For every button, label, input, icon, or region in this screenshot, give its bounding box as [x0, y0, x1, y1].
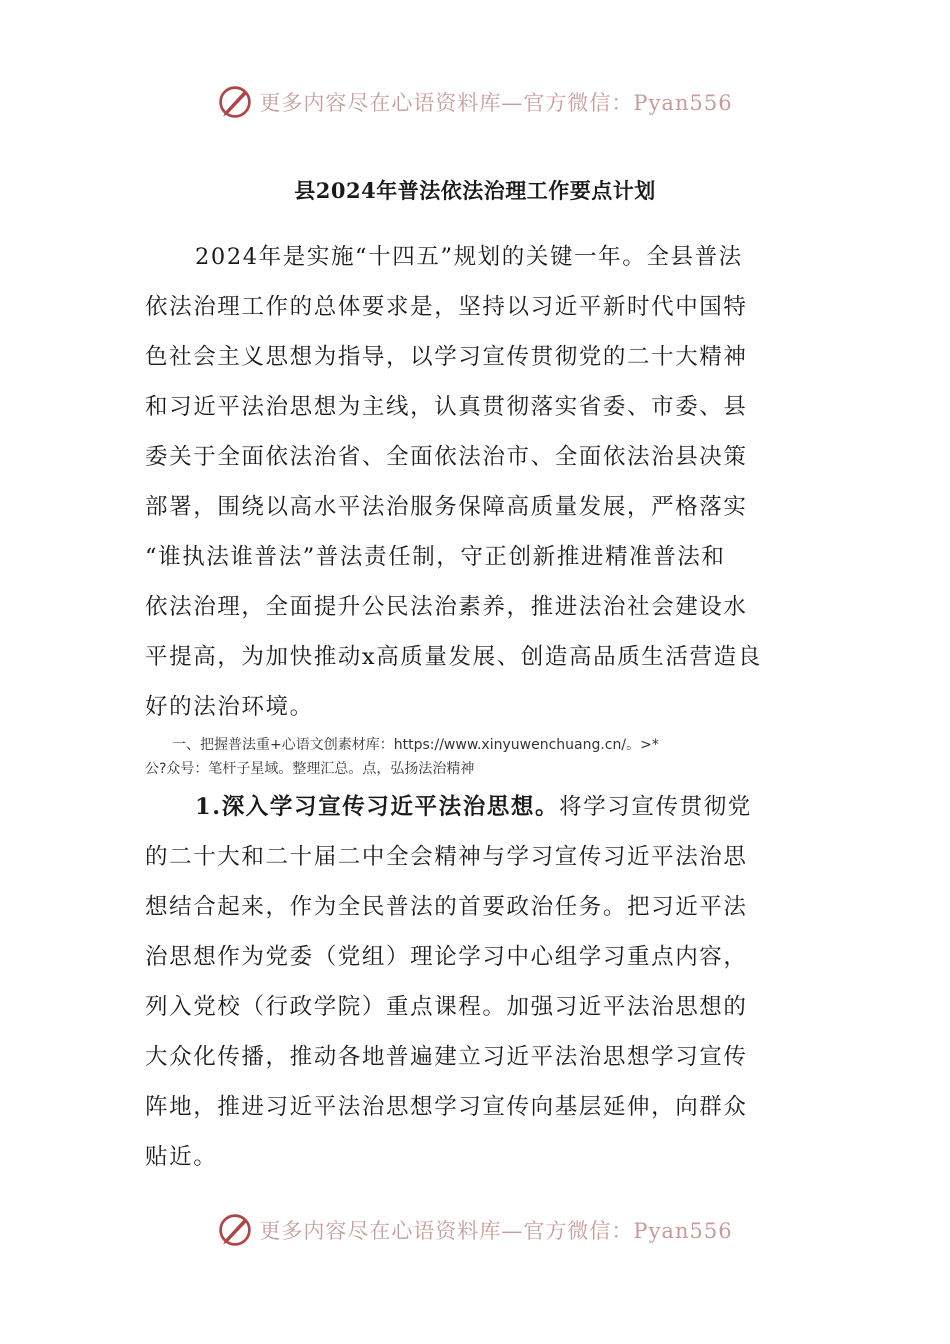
- paragraph-line: 和习近平法治思想为主线，认真贯彻落实省委、市委、县: [145, 394, 748, 420]
- paragraph-line: 大众化传播，推动各地普遍建立习近平法治思想学习宣传: [145, 1044, 748, 1070]
- source-note-line: 公?众号：笔杆子星域。整理汇总。点，弘扬法治精神: [145, 761, 475, 777]
- section-1-first-line-rest: 将学习宣传贯彻党: [559, 794, 752, 820]
- section-1-first-line: [145, 782, 810, 832]
- paragraph-line: 2024年是实施“十四五”规划的关键一年。全县普法: [195, 244, 743, 270]
- paragraph-line: 治思想作为党委（党组）理论学习中心组学习重点内容，: [145, 944, 748, 970]
- paragraph-line: 依法治理，全面提升公民法治素养，推进法治社会建设水: [145, 594, 748, 620]
- watermark-text: 更多内容尽在心语资料库—官方微信：Pyan556: [259, 1219, 733, 1243]
- paragraph-line: 列入党校（行政学院）重点课程。加强习近平法治思想的: [145, 994, 748, 1020]
- document-title: 县2024年普法依法治理工作要点计划: [294, 178, 656, 203]
- section-1-paragraph: [145, 782, 810, 1182]
- paragraph-line: 阵地，推进习近平法治思想学习宣传向基层延伸，向群众: [145, 1094, 748, 1120]
- paragraph-line: 依法治理工作的总体要求是，坚持以习近平新时代中国特: [145, 294, 748, 320]
- quill-logo-icon: [217, 84, 253, 120]
- quill-logo-icon: [217, 1212, 253, 1248]
- paragraph-line: 的二十大和二十届二中全会精神与学习宣传习近平法治思: [145, 844, 748, 870]
- source-note: [145, 733, 825, 781]
- paragraph-line: “谁执法谁普法”普法责任制，守正创新推进精准普法和: [145, 544, 726, 570]
- paragraph-line: 色社会主义思想为指导，以学习宣传贯彻党的二十大精神: [145, 344, 748, 370]
- paragraph-line: 好的法治环境。: [145, 694, 314, 720]
- section-1-heading: 1.深入学习宣传习近平法治思想。: [195, 794, 560, 820]
- paragraph-line: 委关于全面依法治省、全面依法治市、全面依法治县决策: [145, 444, 748, 470]
- source-note-line: 一、把握普法重+心语文创素材库：https://www.xinyuwenchuang.cn/。>*: [172, 737, 659, 753]
- watermark-banner-bottom: [0, 1210, 950, 1250]
- watermark-banner-top: [0, 82, 950, 122]
- paragraph-line: 平提高，为加快推动x高质量发展、创造高品质生活营造良: [145, 644, 762, 670]
- intro-paragraph: [145, 232, 810, 732]
- paragraph-line: 想结合起来，作为全民普法的首要政治任务。把习近平法: [145, 894, 748, 920]
- paragraph-line: 贴近。: [145, 1144, 218, 1170]
- paragraph-line: 部署，围绕以高水平法治服务保障高质量发展，严格落实: [145, 494, 748, 520]
- watermark-text: 更多内容尽在心语资料库—官方微信：Pyan556: [259, 91, 733, 115]
